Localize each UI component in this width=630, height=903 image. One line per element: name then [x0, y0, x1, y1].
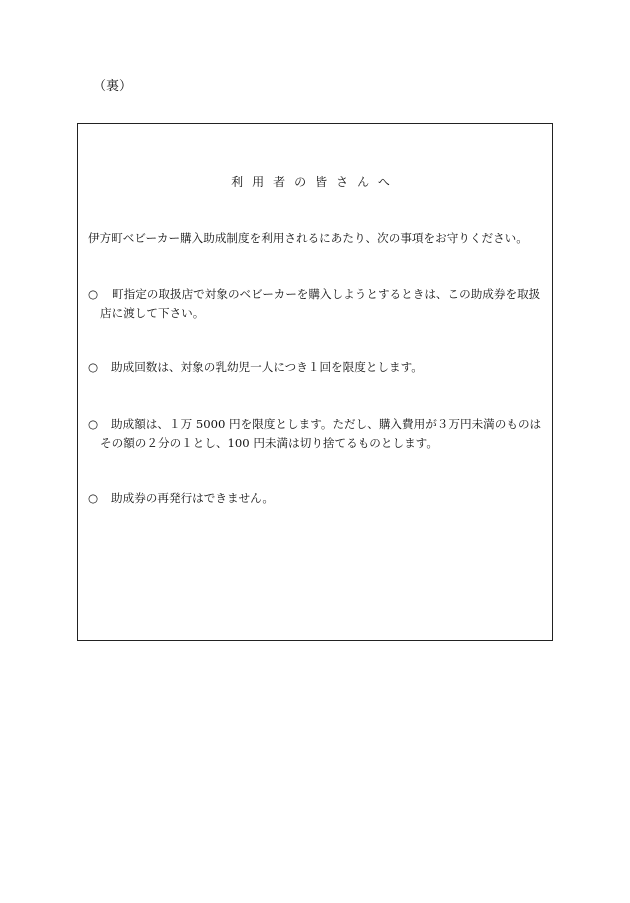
notice-item-text: 助成券の再発行はできません。 — [111, 491, 275, 505]
notice-item-text-continued: その額の２分の１とし、100 円未満は切り捨てるものとします。 — [100, 436, 438, 450]
notice-item-text: 助成回数は、対象の乳幼児一人につき１回を限度とします。 — [111, 360, 423, 374]
notice-title: 利用者の皆さんへ — [231, 175, 399, 189]
notice-item-text: 町指定の取扱店で対象のベビーカーを購入しようとするときは、この助成券を取扱 — [112, 287, 541, 301]
notice-item-text-continued: 店に渡して下さい。 — [100, 306, 205, 320]
notice-box — [77, 123, 553, 641]
page-label: （裏） — [93, 79, 133, 94]
circle-bullet-icon: ○ — [88, 417, 99, 431]
circle-bullet-icon: ○ — [88, 360, 99, 374]
notice-item-text: 助成額は、１万 5000 円を限度とします。ただし、購入費用が３万円未満のものは — [111, 417, 542, 431]
circle-bullet-icon: ○ — [88, 287, 99, 301]
circle-bullet-icon: ○ — [88, 491, 99, 505]
notice-intro: 伊方町ベビーカー購入助成制度を利用されるにあたり、次の事項をお守りください。 — [88, 231, 528, 245]
